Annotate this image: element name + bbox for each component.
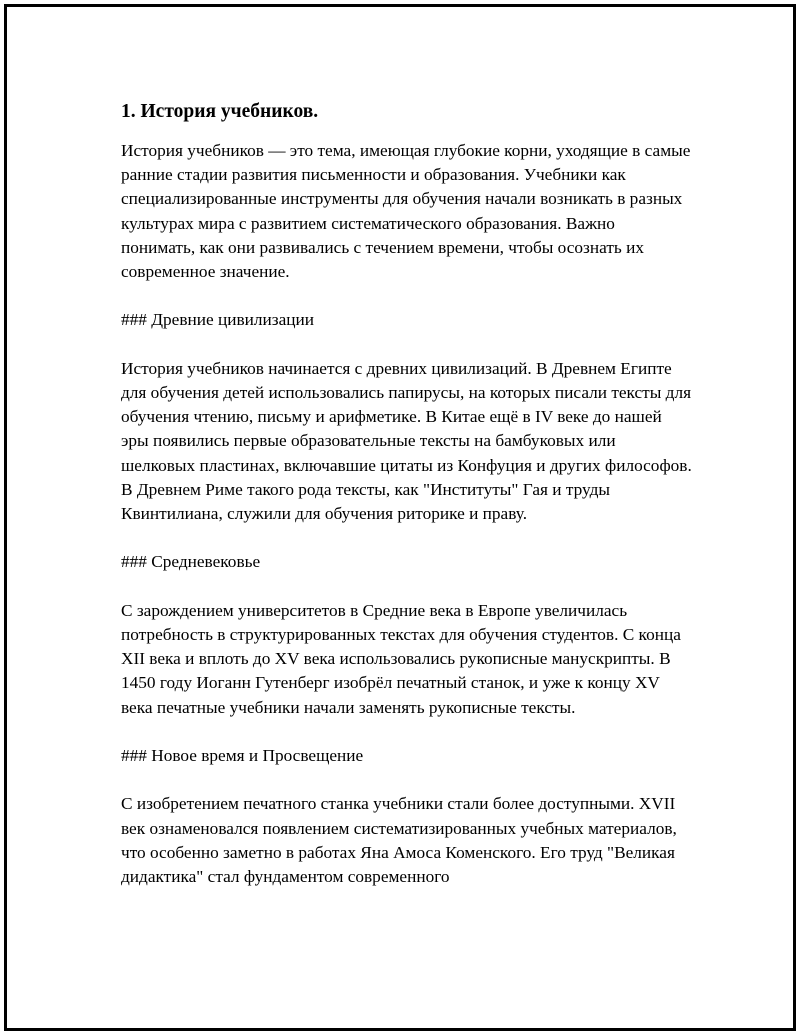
spacer — [121, 526, 693, 550]
spacer — [121, 575, 693, 599]
section-text-ancient: История учебников начинается с древних цивилизаций. В Древнем Египте для обучения детей использовались папирусы, на которых писали тексты для обучения чтению, письму и арифметике. В Китае ещё в IV веке до нашей эры появились первые образовательные тексты на бамбуковых или шелковых пластинах, включавшие цитаты из Конфуция и других философов. В Древнем Риме такого рода тексты, как "Институты" Гая и труды Квинтилиана, служили для обучения риторике и праву. — [121, 358, 692, 524]
page-frame — [4, 4, 796, 1031]
spacer — [121, 768, 693, 792]
spacer — [121, 720, 693, 744]
section-heading-medieval: ### Средневековье — [121, 552, 261, 572]
section-heading-ancient: ### Древние цивилизации — [121, 310, 315, 330]
section-text-enlightenment: С изобретением печатного станка учебники стали более доступными. XVII век ознаменовался появлением систематизированных учебных материалов, что особенно заметно в работах Яна Амоса Коменского. Его труд "Великая дидактика" стал фундаментом современного — [121, 794, 677, 886]
section-text-medieval: С зарождением университетов в Средние века в Европе увеличилась потребность в структурированных текстах для обучения студентов. С конца XII века и вплоть до XV века использовались рукописные манускрипты. В 1450 году Иоганн Гутенберг изобрёл печатный станок, и уже к концу XV века печатные учебники начали заменять рукописные тексты. — [121, 600, 681, 717]
spacer — [121, 333, 693, 357]
spacer — [121, 284, 693, 308]
section-heading-enlightenment: ### Новое время и Просвещение — [121, 746, 364, 765]
intro-paragraph: История учебников — это тема, имеющая глубокие корни, уходящие в самые ранние стадии развития письменности и образования. Учебники как специализированные инструменты для обучения начали возникать в разных культурах мира с развитием систематического образования. Важно понимать, как они развивались с течением времени, чтобы осознать их современное значение. — [121, 141, 691, 282]
document-title: 1. История учебников. — [121, 101, 319, 122]
document-body — [121, 93, 693, 889]
